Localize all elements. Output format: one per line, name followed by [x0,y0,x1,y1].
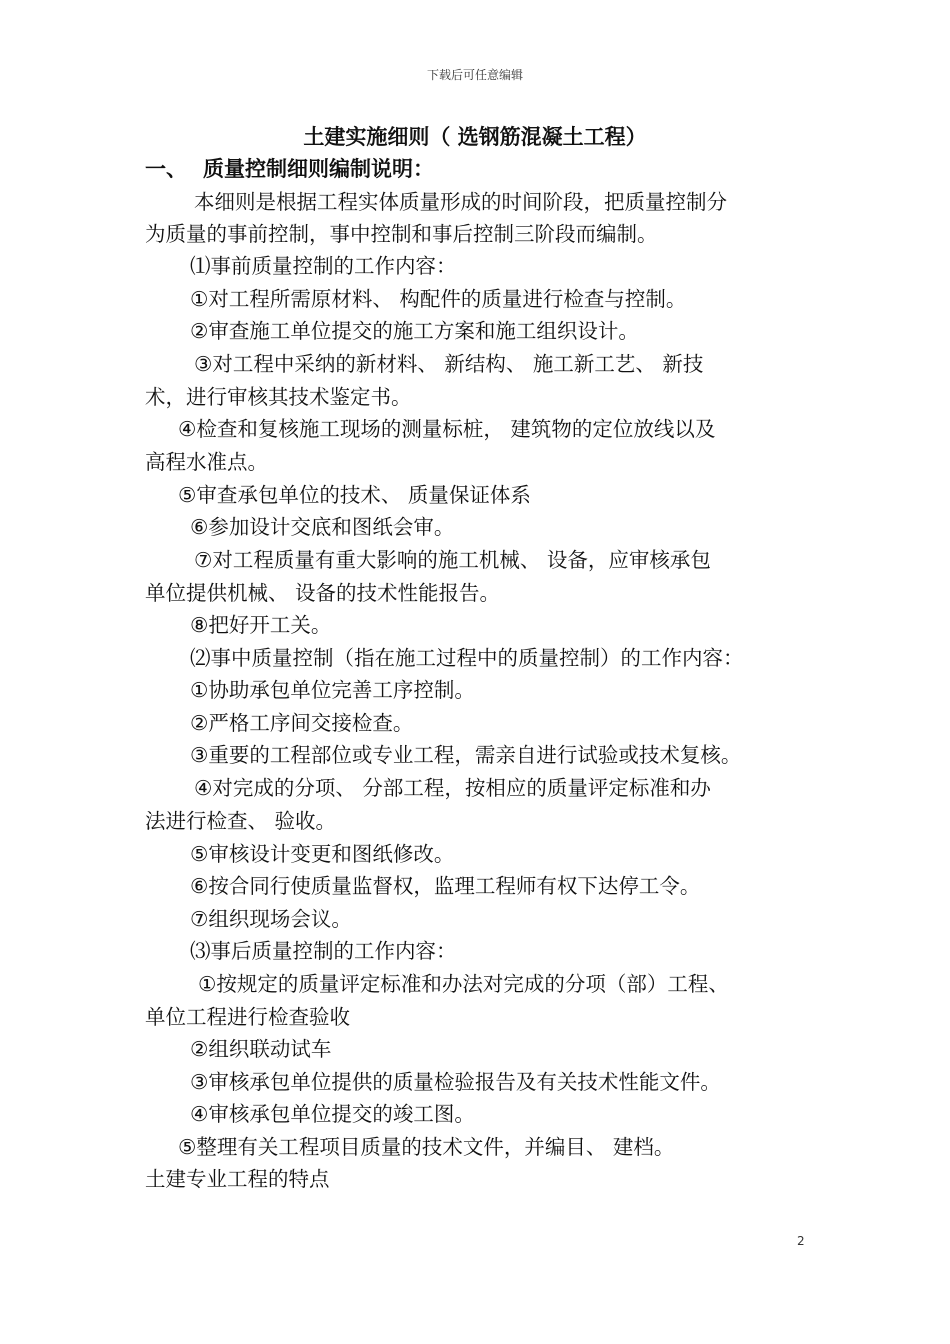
header-note: 下载后可任意编辑 [426,68,523,82]
body-line-28: ③审核承包单位提供的质量检验报告及有关技术性能文件。 [190,1070,721,1094]
body-line-12: ⑦对工程质量有重大影响的施工机械、 设备，应审核承包 [194,548,711,572]
body-line-20: 法进行检查、 验收。 [145,809,337,833]
body-line-7: 术，进行审核其技术鉴定书。 [145,385,412,409]
body-line-14: ⑧把好开工关。 [190,613,332,637]
body-line-11: ⑥参加设计交底和图纸会审。 [190,515,455,539]
body-line-2: 为质量的事前控制，事中控制和事后控制三阶段而编制。 [145,222,658,246]
body-line-29: ④审核承包单位提交的竣工图。 [190,1102,475,1126]
body-line-18: ③重要的工程部位或专业工程，需亲自进行试验或技术复核。 [190,743,742,767]
body-line-16: ①协助承包单位完善工序控制。 [190,678,475,702]
body-line-31: 土建专业工程的特点 [145,1167,330,1191]
body-line-13: 单位提供机械、 设备的技术性能报告。 [145,581,501,605]
document-title: 土建实施细则（ 选钢筋混凝土工程） [303,125,647,149]
body-line-15: ⑵事中质量控制（指在施工过程中的质量控制）的工作内容： [190,646,744,670]
body-line-21: ⑤审核设计变更和图纸修改。 [190,842,455,866]
section-heading [145,155,434,183]
body-line-9: 高程水准点。 [145,450,268,474]
body-line-3: ⑴事前质量控制的工作内容： [190,254,457,278]
body-line-25: ①按规定的质量评定标准和办法对完成的分项（部）工程、 [198,972,729,996]
body-line-10: ⑤审查承包单位的技术、 质量保证体系 [178,483,531,507]
body-line-17: ②严格工序间交接检查。 [190,711,414,735]
body-line-8: ④检查和复核施工现场的测量标桩， 建筑物的定位放线以及 [178,417,716,441]
body-line-6: ③对工程中采纳的新材料、 新结构、 施工新工艺、 新技 [194,352,704,376]
section-heading-text: 质量控制细则编制说明： [203,157,434,181]
body-line-30: ⑤整理有关工程项目质量的技术文件，并编目、 建档。 [178,1135,675,1159]
body-line-22: ⑥按合同行使质量监督权，监理工程师有权下达停工令。 [190,874,701,898]
body-line-26: 单位工程进行检查验收 [145,1005,350,1029]
body-line-5: ②审查施工单位提交的施工方案和施工组织设计。 [190,319,639,343]
body-line-19: ④对完成的分项、 分部工程，按相应的质量评定标准和办 [194,776,711,800]
body-line-27: ②组织联动试车 [190,1037,332,1061]
section-number: 一、 [145,157,187,181]
body-line-23: ⑦组织现场会议。 [190,907,352,931]
page-number: 2 [797,1234,805,1248]
body-line-4: ①对工程所需原材料、 构配件的质量进行检查与控制。 [190,287,687,311]
body-line-1: 本细则是根据工程实体质量形成的时间阶段，把质量控制分 [194,190,727,214]
body-line-24: ⑶事后质量控制的工作内容： [190,939,457,963]
